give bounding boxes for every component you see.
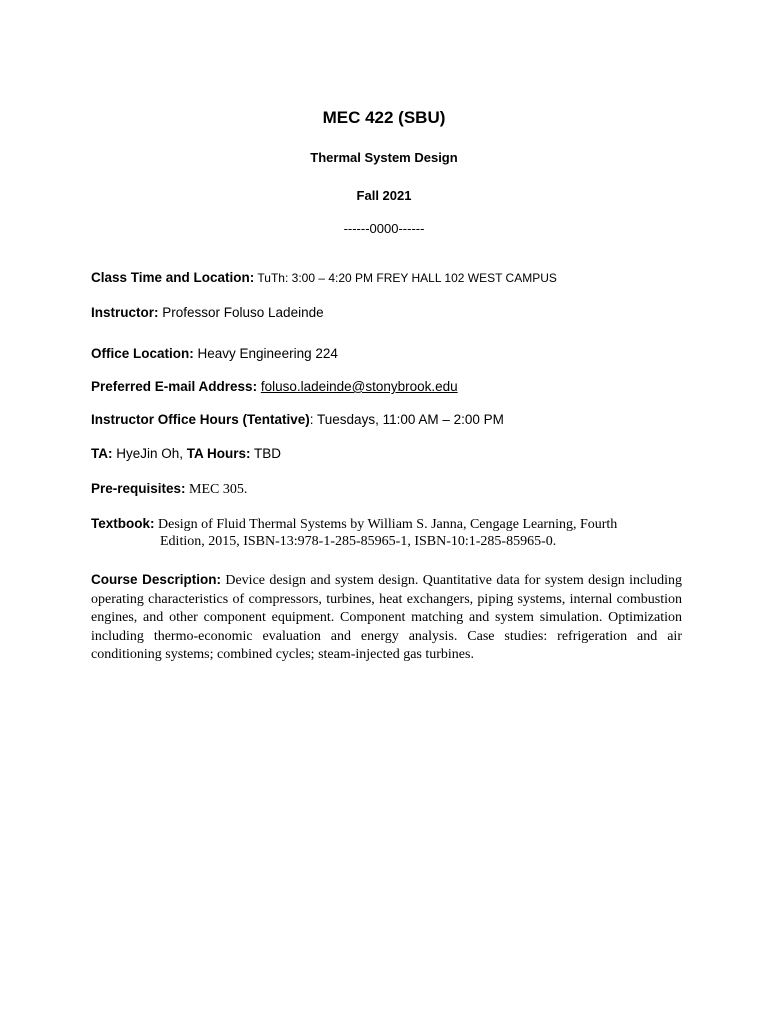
prereq-value: MEC 305. bbox=[185, 482, 248, 497]
class-time-value: TuTh: 3:00 – 4:20 PM FREY HALL 102 WEST CAMPUS bbox=[254, 271, 557, 285]
term: Fall 2021 bbox=[356, 188, 412, 203]
course-description-text: Device design and system design. Quantitative data for system design including operating characteristics of compressors, turbines, heat exchangers, piping systems, internal combustion engines, and other component equipment. Component matching and system simulation. Optimization including thermo-economic evaluation and energy analysis. Case studies: refrigeration and air conditioning systems; combined cycles; steam-injected gas turbines. bbox=[91, 573, 682, 663]
ta-hours-label: TA Hours: bbox=[186, 446, 251, 461]
textbook-label: Textbook: bbox=[91, 516, 155, 531]
instructor-row bbox=[91, 305, 691, 320]
office-location-row bbox=[91, 346, 691, 361]
prereq-row bbox=[91, 481, 691, 498]
ta-row bbox=[91, 446, 691, 461]
course-title: Thermal System Design bbox=[310, 150, 458, 165]
ta-hours-value: TBD bbox=[250, 446, 282, 461]
office-hours-label: Instructor Office Hours (Tentative) bbox=[91, 412, 310, 427]
textbook-block bbox=[91, 516, 691, 550]
course-description-label: Course Description: bbox=[91, 572, 221, 587]
instructor-label: Instructor: bbox=[91, 305, 159, 320]
office-location-value: Heavy Engineering 224 bbox=[193, 346, 338, 361]
textbook-line-1 bbox=[91, 516, 691, 533]
email-label: Preferred E-mail Address: bbox=[91, 379, 258, 394]
instructor-value: Professor Foluso Ladeinde bbox=[158, 305, 324, 320]
course-description bbox=[91, 571, 682, 665]
textbook-text-1: Design of Fluid Thermal Systems by William S. Janna, Cengage Learning, Fourth bbox=[154, 517, 618, 532]
ta-label: TA: bbox=[91, 446, 113, 461]
course-code-heading: MEC 422 (SBU) bbox=[322, 108, 446, 127]
email-link[interactable]: foluso.ladeinde@stonybrook.edu bbox=[260, 379, 458, 394]
textbook-line-2: Edition, 2015, ISBN-13:978-1-285-85965-1, ISBN-10:1-285-85965-0. bbox=[160, 534, 557, 549]
office-hours-value: : Tuesdays, 11:00 AM – 2:00 PM bbox=[309, 412, 504, 427]
section-divider: ------0000------ bbox=[343, 221, 425, 236]
email-row bbox=[91, 379, 691, 394]
ta-value: HyeJin Oh, bbox=[112, 446, 187, 461]
office-hours-row bbox=[91, 412, 691, 427]
class-time-row bbox=[91, 270, 691, 285]
office-location-label: Office Location: bbox=[91, 346, 194, 361]
class-time-label: Class Time and Location: bbox=[91, 270, 255, 285]
prereq-label: Pre-requisites: bbox=[91, 481, 186, 496]
